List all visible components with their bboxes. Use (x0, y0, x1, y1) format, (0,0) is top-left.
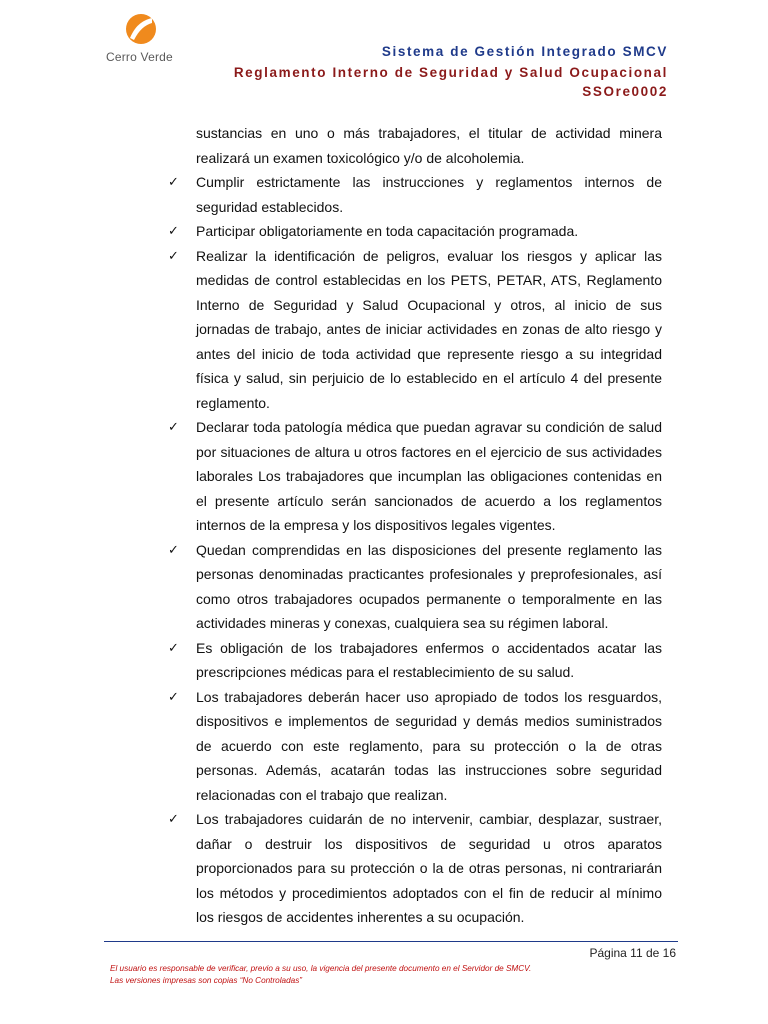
list-item-text: Quedan comprendidas en las disposiciones del presente reglamento las personas denominadas practicantes profesionales y preprofesionales, así como otros trabajadores ocupados permanente o temporalmente en las actividades mineras y conexas, cualquiera sea su régimen laboral. (196, 541, 662, 631)
logo-text: Cerro Verde (106, 50, 173, 64)
checkmark-icon: ✓ (168, 174, 179, 189)
footer-divider (104, 941, 678, 942)
list-item-text: Cumplir estrictamente las instrucciones y reglamentos internos de seguridad establecidos. (196, 174, 662, 215)
checkmark-icon: ✓ (168, 811, 179, 826)
document-body (160, 121, 662, 930)
list-item (160, 170, 662, 219)
checkmark-icon: ✓ (168, 223, 179, 238)
checkmark-icon: ✓ (168, 419, 179, 434)
document-code: SSOre0002 (582, 84, 668, 99)
list-item-text: Los trabajadores cuidarán de no intervenir, cambiar, desplazar, sustraer, dañar o destruir los dispositivos de seguridad u otros aparatos proporcionados para su protección o la de otras personas, ni contrariarán los métodos y procedimientos adoptados con el fin de reducir al mínimo los riesgos de accidentes inherentes a su ocupación. (196, 811, 662, 925)
intro-paragraph: sustancias en uno o más trabajadores, el titular de actividad minera realizará un examen toxicológico y/o de alcoholemia. (196, 125, 662, 166)
list-item (160, 807, 662, 930)
list-item (160, 685, 662, 808)
list-item-text: Declarar toda patología médica que puedan agravar su condición de salud por situaciones de altura u otros factores en el ejercicio de sus actividades laborales Los trabajadores que incumplan las obligaciones contenidas en el presente artículo serán sancionados de acuerdo a los reglamentos internos de la empresa y los dispositivos legales vigentes. (196, 419, 662, 533)
list-item (160, 538, 662, 636)
list-item (160, 636, 662, 685)
disclaimer-line: El usuario es responsable de verificar, previo a su uso, la vigencia del presente documento en el Servidor de SMCV. (110, 964, 532, 973)
checkmark-icon: ✓ (168, 639, 179, 655)
list-item (160, 244, 662, 416)
company-logo (104, 14, 184, 70)
checkmark-icon: ✓ (168, 247, 179, 263)
checkmark-icon: ✓ (168, 541, 179, 557)
disclaimer-line: Las versiones impresas son copias “No Controladas” (110, 975, 303, 985)
system-title: Sistema de Gestión Integrado SMCV (381, 44, 668, 59)
footer-disclaimer (110, 963, 630, 986)
list-item (160, 219, 662, 244)
document-title: Reglamento Interno de Seguridad y Salud Ocupacional (233, 65, 668, 80)
list-item-text: Participar obligatoriamente en toda capacitación programada. (196, 223, 579, 239)
list-item-text: Realizar la identificación de peligros, evaluar los riesgos y aplicar las medidas de control establecidas en los PETS, PETAR, ATS, Reglamento Interno de Seguridad y Salud Ocupacional y otros, al inicio de sus jornadas de trabajo, antes de iniciar actividades en zonas de alto riesgo y antes del inicio de toda actividad que represente riesgo a su integridad física y salud, sin perjuicio de lo establecido en el artículo 4 del presente reglamento. (196, 247, 662, 411)
list-item-text: Los trabajadores deberán hacer uso apropiado de todos los resguardos, dispositivos e implementos de seguridad y demás medios suministrados de acuerdo con este reglamento, para su protección o la de otras personas. Además, acatarán todas las instrucciones sobre seguridad relacionadas con el trabajo que realizan. (196, 688, 662, 803)
checkmark-icon: ✓ (168, 688, 179, 704)
list-item-text: Es obligación de los trabajadores enfermos o accidentados acatar las prescripciones médicas para el restablecimiento de su salud. (196, 639, 662, 680)
page-number: Página 11 de 16 (589, 946, 676, 960)
cerro-verde-logo-icon (126, 14, 156, 44)
list-item (160, 415, 662, 538)
